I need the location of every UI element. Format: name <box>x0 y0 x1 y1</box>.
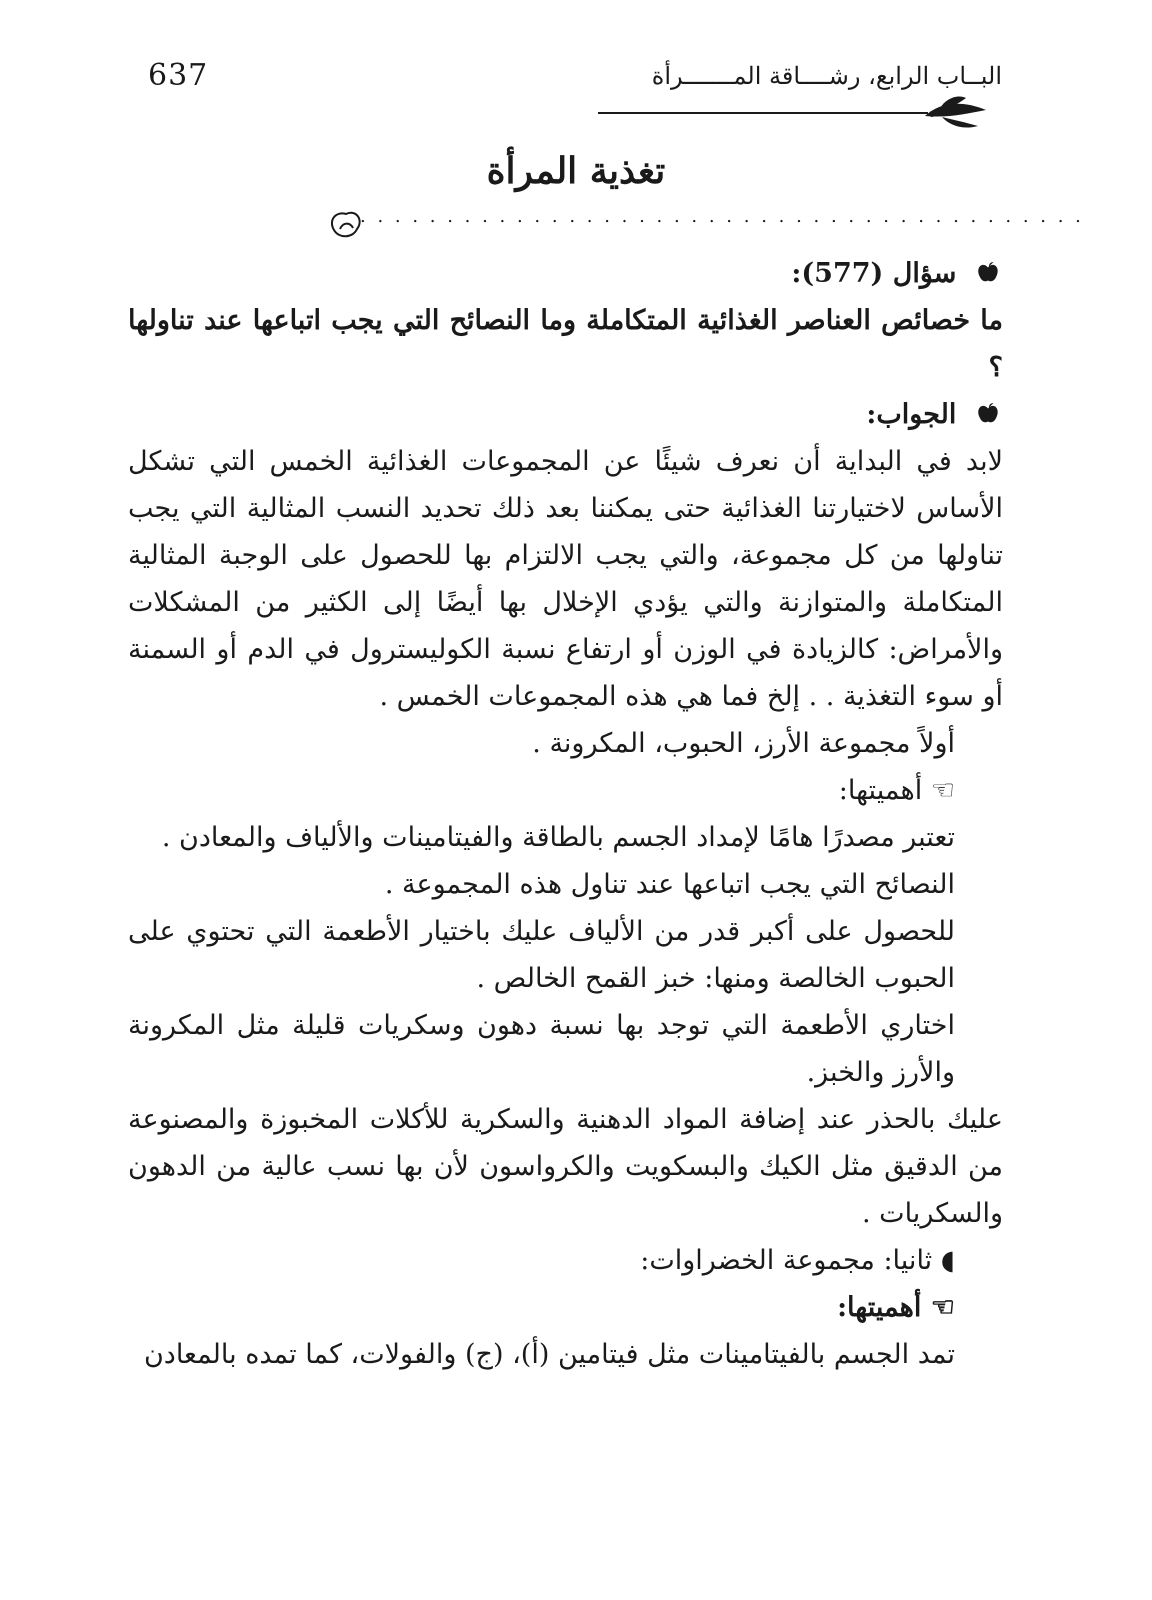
question-text: ما خصائص العناصر الغذائية المتكاملة وما النصائح التي يجب اتباعها عند تناولها ؟ <box>128 305 1003 383</box>
apple-bullet-icon <box>973 403 1003 425</box>
group2-heading-row <box>128 1237 1003 1284</box>
group1-advice-2: اختاري الأطعمة التي توجد بها نسبة دهون وسكريات قليلة مثل المكرونة والأرز والخبز. <box>128 1010 955 1088</box>
group2-heading: ثانيا: مجموعة الخضراوات: <box>640 1245 933 1276</box>
leaf-ornament-icon <box>920 92 990 132</box>
group1-advice-3: عليك بالحذر عند إضافة المواد الدهنية والسكرية للأكلات المخبوزة والمصنوعة من الدقيق مثل الكيك والبسكويت والكرواسون لأن بها نسب عالية من الدهون والسكريات . <box>128 1104 1003 1229</box>
group1-advice-heading: النصائح التي يجب اتباعها عند تناول هذه المجموعة . <box>384 869 955 900</box>
half-circle-bullet-icon: ◖ <box>932 1245 955 1276</box>
answer-intro: لابد في البداية أن نعرف شيئًا عن المجموعات الغذائية الخمس التي تشكل الأساس لاختيارتنا الغذائية حتى يمكننا بعد ذلك تحديد النسب المثالية التي يجب تناولها من كل مجموعة، والتي يجب الالتزام بها للحصول على الوجبة المثالية المتكاملة والمتوازنة والتي يؤدي الإخلال بها أيضًا إلى الكثير من المشكلات والأمراض: كالزيادة في الوزن أو ارتفاع نسبة الكوليسترول في الدم أو السمنة أو سوء التغذية . . إلخ فما هي هذه المجموعات الخمس . <box>128 446 1003 712</box>
article-content <box>128 250 1003 1378</box>
group1-importance-text: تعتبر مصدرًا هامًا لإمداد الجسم بالطاقة والفيتامينات والألياف والمعادن . <box>161 822 955 853</box>
answer-label-row <box>128 391 1003 438</box>
title-dotted-rule: . . . . . . . . . . . . . . . . . . . . . . . . . . . . . . . . . . . . . . . . . . <box>360 206 1084 227</box>
group1-advice-1: للحصول على أكبر قدر من الألياف عليك باختيار الأطعمة التي تحتوي على الحبوب الخالصة ومنها: خبز القمح الخالص . <box>128 916 955 994</box>
question-label: سؤال (577): <box>791 258 957 289</box>
question-label-row <box>128 250 1003 297</box>
group1-importance-row <box>128 767 1003 814</box>
group1-importance-label: أهميتها: <box>838 775 923 806</box>
running-header: البــاب الرابع، رشــــاقة المـــــــرأة <box>651 62 1002 90</box>
group1-heading: أولاً مجموعة الأرز، الحبوب، المكرونة . <box>532 728 955 759</box>
page-number: 637 <box>148 58 209 93</box>
hand-pointer-icon: ☜ <box>922 775 955 806</box>
apple-bullet-icon <box>973 262 1003 284</box>
group2-importance-label: أهميتها: <box>837 1292 922 1323</box>
answer-label: الجواب: <box>866 399 957 430</box>
hand-pointer-icon: ☜ <box>921 1292 955 1323</box>
group2-importance-text: تمد الجسم بالفيتامينات مثل فيتامين (أ)، (ج) والفولات، كما تمده بالمعادن <box>143 1339 955 1370</box>
group2-importance-row <box>128 1284 1003 1331</box>
header-rule <box>598 112 928 114</box>
chapter-title: تغذية المرأة <box>486 150 666 192</box>
